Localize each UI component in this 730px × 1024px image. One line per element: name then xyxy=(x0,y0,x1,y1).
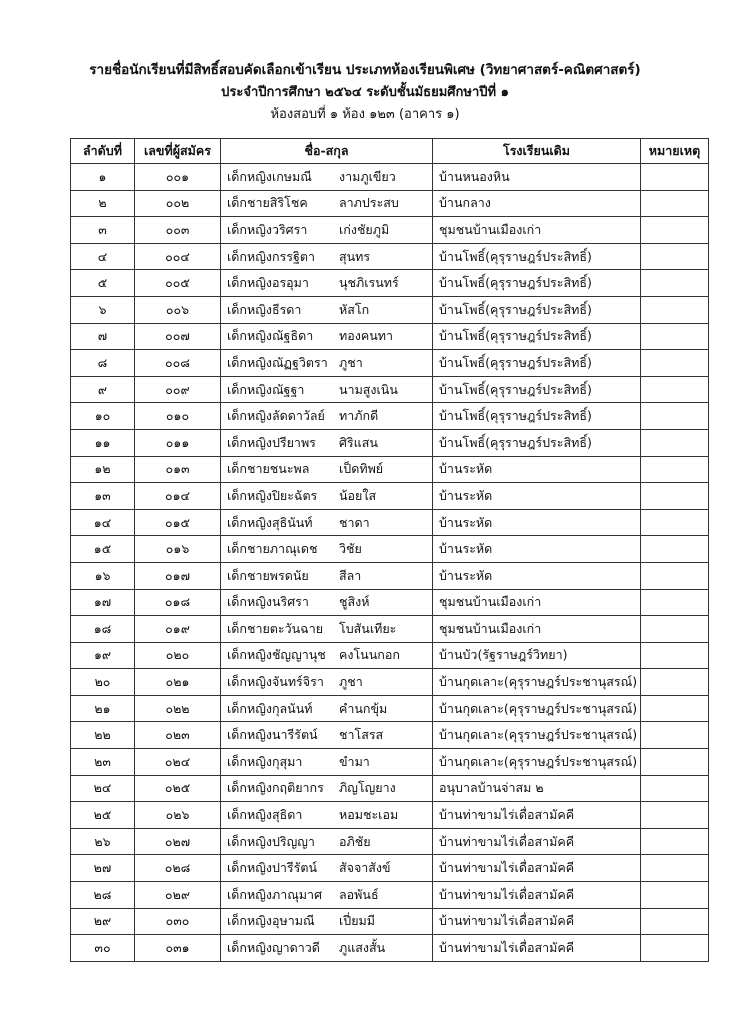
order-cell: ๒๒ xyxy=(71,722,135,749)
last-name: งามภูเขียว xyxy=(339,168,396,184)
first-name: เด็กหญิงวริศรา xyxy=(227,221,308,237)
order-cell: ๑๗ xyxy=(71,589,135,616)
table-row xyxy=(71,562,709,589)
previous-school-cell: บ้านบัว(รัฐราษฎร์วิทยา) xyxy=(433,642,641,669)
order-cell: ๑๔ xyxy=(71,509,135,536)
full-name-cell xyxy=(221,243,433,270)
applicant-no-cell: ๐๒๑ xyxy=(135,669,221,696)
table-row xyxy=(71,935,709,962)
last-name: ชูสิงห์ xyxy=(339,594,370,610)
header-applicant-no: เลขที่ผู้สมัคร xyxy=(135,139,221,164)
last-name: น้อยใส xyxy=(339,487,377,503)
last-name: สุนทร xyxy=(339,248,371,264)
full-name-cell xyxy=(221,669,433,696)
order-cell: ๖ xyxy=(71,296,135,323)
first-name: เด็กหญิงเกษมณี xyxy=(227,168,312,184)
order-cell: ๓๐ xyxy=(71,935,135,962)
table-row xyxy=(71,376,709,403)
remarks-cell xyxy=(641,908,709,935)
remarks-cell xyxy=(641,429,709,456)
remarks-cell xyxy=(641,775,709,802)
table-row xyxy=(71,855,709,882)
full-name-cell xyxy=(221,536,433,563)
previous-school-cell: บ้านกุดเลาะ(คุรุราษฎร์ประชานุสรณ์) xyxy=(433,669,641,696)
first-name: เด็กชายชนะพล xyxy=(227,461,310,477)
order-cell: ๑๖ xyxy=(71,562,135,589)
last-name: ศิริแสน xyxy=(339,434,378,450)
table-row xyxy=(71,350,709,377)
full-name-cell xyxy=(221,802,433,829)
first-name: เด็กหญิงกุสุมา xyxy=(227,753,303,769)
header-previous-school: โรงเรียนเดิม xyxy=(433,139,641,164)
applicant-no-cell: ๐๓๑ xyxy=(135,935,221,962)
first-name: เด็กหญิงปรียาพร xyxy=(227,434,316,450)
previous-school-cell: บ้านโพธิ์(คุรุราษฎร์ประสิทธิ์) xyxy=(433,270,641,297)
full-name-cell xyxy=(221,483,433,510)
document-subtitle: ประจำปีการศึกษา ๒๕๖๔ ระดับชั้นมัธยมศึกษาปีที่ ๑ xyxy=(221,85,509,100)
applicant-no-cell: ๐๐๓ xyxy=(135,217,221,244)
remarks-cell xyxy=(641,243,709,270)
first-name: เด็กหญิงอุษามณี xyxy=(227,913,315,929)
previous-school-cell: บ้านระหัด xyxy=(433,562,641,589)
full-name-cell xyxy=(221,775,433,802)
applicant-no-cell: ๐๐๔ xyxy=(135,243,221,270)
previous-school-cell: บ้านโพธิ์(คุรุราษฎร์ประสิทธิ์) xyxy=(433,403,641,430)
full-name-cell xyxy=(221,403,433,430)
header-order: ลำดับที่ xyxy=(71,139,135,164)
applicant-no-cell: ๐๐๕ xyxy=(135,270,221,297)
order-cell: ๒๔ xyxy=(71,775,135,802)
remarks-cell xyxy=(641,935,709,962)
first-name: เด็กหญิงลัดดาวัลย์ xyxy=(227,408,325,424)
previous-school-cell: บ้านโพธิ์(คุรุราษฎร์ประสิทธิ์) xyxy=(433,323,641,350)
full-name-cell xyxy=(221,616,433,643)
first-name: เด็กหญิงนารีรัตน์ xyxy=(227,727,318,743)
first-name: เด็กหญิงณัฐธิดา xyxy=(227,328,314,344)
remarks-cell xyxy=(641,536,709,563)
previous-school-cell: บ้านท่าขามไร่เดื่อสามัคคี xyxy=(433,935,641,962)
first-name: เด็กชายสิริโชค xyxy=(227,195,308,211)
table-row xyxy=(71,296,709,323)
order-cell: ๒๕ xyxy=(71,802,135,829)
order-cell: ๒๓ xyxy=(71,749,135,776)
previous-school-cell: บ้านโพธิ์(คุรุราษฎร์ประสิทธิ์) xyxy=(433,296,641,323)
full-name-cell xyxy=(221,456,433,483)
applicant-no-cell: ๐๐๑ xyxy=(135,164,221,191)
order-cell: ๘ xyxy=(71,350,135,377)
applicant-no-cell: ๐๒๘ xyxy=(135,855,221,882)
remarks-cell xyxy=(641,323,709,350)
applicant-no-cell: ๐๑๖ xyxy=(135,536,221,563)
first-name: เด็กหญิงสุธินันท์ xyxy=(227,514,313,530)
table-row xyxy=(71,616,709,643)
remarks-cell xyxy=(641,164,709,191)
order-cell: ๑๙ xyxy=(71,642,135,669)
remarks-cell xyxy=(641,483,709,510)
applicant-no-cell: ๐๒๗ xyxy=(135,828,221,855)
table-row xyxy=(71,669,709,696)
document-header xyxy=(0,58,730,126)
last-name: อภิชัย xyxy=(339,833,371,849)
last-name: วิชัย xyxy=(339,541,362,557)
applicant-no-cell: ๐๑๘ xyxy=(135,589,221,616)
previous-school-cell: ชุมชนบ้านเมืองเก่า xyxy=(433,616,641,643)
table-row xyxy=(71,509,709,536)
previous-school-cell: บ้านระหัด xyxy=(433,483,641,510)
order-cell: ๒๗ xyxy=(71,855,135,882)
applicant-no-cell: ๐๑๗ xyxy=(135,562,221,589)
last-name: นามสูงเนิน xyxy=(339,381,398,397)
table-row xyxy=(71,589,709,616)
order-cell: ๑๓ xyxy=(71,483,135,510)
applicant-no-cell: ๐๑๙ xyxy=(135,616,221,643)
full-name-cell xyxy=(221,323,433,350)
order-cell: ๑๕ xyxy=(71,536,135,563)
applicant-no-cell: ๐๒๒ xyxy=(135,695,221,722)
last-name: ภิญโญยาง xyxy=(339,780,396,796)
remarks-cell xyxy=(641,882,709,909)
applicant-no-cell: ๐๒๖ xyxy=(135,802,221,829)
applicant-no-cell: ๐๒๕ xyxy=(135,775,221,802)
table-row xyxy=(71,695,709,722)
order-cell: ๗ xyxy=(71,323,135,350)
full-name-cell xyxy=(221,908,433,935)
first-name: เด็กหญิงปิยะฉัตร xyxy=(227,487,318,503)
last-name: ภูชา xyxy=(339,354,363,370)
table-row xyxy=(71,749,709,776)
full-name-cell xyxy=(221,270,433,297)
last-name: หอมชะเอม xyxy=(339,807,399,823)
table-row xyxy=(71,642,709,669)
remarks-cell xyxy=(641,669,709,696)
full-name-cell xyxy=(221,935,433,962)
first-name: เด็กหญิงปารีรัตน์ xyxy=(227,860,317,876)
previous-school-cell: บ้านระหัด xyxy=(433,536,641,563)
last-name: คงโนนกอก xyxy=(339,647,400,663)
table-row xyxy=(71,802,709,829)
previous-school-cell: บ้านท่าขามไร่เดื่อสามัคคี xyxy=(433,882,641,909)
full-name-cell xyxy=(221,509,433,536)
applicant-no-cell: ๐๓๐ xyxy=(135,908,221,935)
table-row xyxy=(71,908,709,935)
remarks-cell xyxy=(641,722,709,749)
previous-school-cell: บ้านโพธิ์(คุรุราษฎร์ประสิทธิ์) xyxy=(433,429,641,456)
previous-school-cell: อนุบาลบ้านจ่าสม ๒ xyxy=(433,775,641,802)
applicant-no-cell: ๐๒๓ xyxy=(135,722,221,749)
remarks-cell xyxy=(641,855,709,882)
applicant-no-cell: ๐๑๕ xyxy=(135,509,221,536)
previous-school-cell: บ้านโพธิ์(คุรุราษฎร์ประสิทธิ์) xyxy=(433,376,641,403)
order-cell: ๑๐ xyxy=(71,403,135,430)
last-name: ทาภักดี xyxy=(339,408,379,424)
previous-school-cell: บ้านหนองหิน xyxy=(433,164,641,191)
applicant-no-cell: ๐๑๔ xyxy=(135,483,221,510)
remarks-cell xyxy=(641,217,709,244)
remarks-cell xyxy=(641,695,709,722)
last-name: ขำมา xyxy=(339,753,370,769)
full-name-cell xyxy=(221,749,433,776)
first-name: เด็กหญิงภาณุมาศ xyxy=(227,886,323,902)
table-row xyxy=(71,483,709,510)
applicant-no-cell: ๐๐๖ xyxy=(135,296,221,323)
full-name-cell xyxy=(221,722,433,749)
applicant-no-cell: ๐๑๐ xyxy=(135,403,221,430)
previous-school-cell: บ้านท่าขามไร่เดื่อสามัคคี xyxy=(433,908,641,935)
last-name: เป็ดทิพย์ xyxy=(339,461,384,477)
order-cell: ๔ xyxy=(71,243,135,270)
last-name: ชาดา xyxy=(339,514,370,530)
previous-school-cell: บ้านโพธิ์(คุรุราษฎร์ประสิทธิ์) xyxy=(433,243,641,270)
order-cell: ๒๖ xyxy=(71,828,135,855)
remarks-cell xyxy=(641,509,709,536)
last-name: โบสันเทียะ xyxy=(339,620,397,636)
header-remarks: หมายเหตุ xyxy=(641,139,709,164)
remarks-cell xyxy=(641,296,709,323)
first-name: เด็กชายพรดนัย xyxy=(227,567,309,583)
previous-school-cell: ชุมชนบ้านเมืองเก่า xyxy=(433,589,641,616)
applicant-no-cell: ๐๑๓ xyxy=(135,456,221,483)
full-name-cell xyxy=(221,164,433,191)
applicant-no-cell: ๐๑๑ xyxy=(135,429,221,456)
student-roster-table xyxy=(70,138,709,962)
full-name-cell xyxy=(221,695,433,722)
first-name: เด็กชายตะวันฉาย xyxy=(227,620,324,636)
table-header-row xyxy=(71,139,709,164)
table-row xyxy=(71,164,709,191)
previous-school-cell: บ้านกุดเลาะ(คุรุราษฎร์ประชานุสรณ์) xyxy=(433,749,641,776)
last-name: ทองคนทา xyxy=(339,328,394,344)
applicant-no-cell: ๐๐๗ xyxy=(135,323,221,350)
applicant-no-cell: ๐๒๙ xyxy=(135,882,221,909)
order-cell: ๑๑ xyxy=(71,429,135,456)
remarks-cell xyxy=(641,190,709,217)
previous-school-cell: บ้านท่าขามไร่เดื่อสามัคคี xyxy=(433,828,641,855)
first-name: เด็กหญิงจันทร์จิรา xyxy=(227,674,324,690)
full-name-cell xyxy=(221,855,433,882)
first-name: เด็กหญิงปริญญา xyxy=(227,833,315,849)
order-cell: ๒๙ xyxy=(71,908,135,935)
remarks-cell xyxy=(641,828,709,855)
full-name-cell xyxy=(221,296,433,323)
previous-school-cell: บ้านกลาง xyxy=(433,190,641,217)
full-name-cell xyxy=(221,828,433,855)
applicant-no-cell: ๐๐๘ xyxy=(135,350,221,377)
applicant-no-cell: ๐๐๙ xyxy=(135,376,221,403)
remarks-cell xyxy=(641,350,709,377)
previous-school-cell: บ้านโพธิ์(คุรุราษฎร์ประสิทธิ์) xyxy=(433,350,641,377)
table-body xyxy=(71,164,709,962)
full-name-cell xyxy=(221,562,433,589)
last-name: ภูแสงสั้น xyxy=(339,940,386,956)
full-name-cell xyxy=(221,882,433,909)
applicant-no-cell: ๐๒๐ xyxy=(135,642,221,669)
last-name: เก่งชัยภูมิ xyxy=(339,221,390,237)
previous-school-cell: บ้านระหัด xyxy=(433,456,641,483)
last-name: นุชภิเรนทร์ xyxy=(339,275,399,291)
order-cell: ๑๘ xyxy=(71,616,135,643)
order-cell: ๑ xyxy=(71,164,135,191)
previous-school-cell: บ้านท่าขามไร่เดื่อสามัคคี xyxy=(433,802,641,829)
last-name: สัจจาสังข์ xyxy=(339,860,391,876)
previous-school-cell: บ้านระหัด xyxy=(433,509,641,536)
first-name: เด็กหญิงญาดาวดี xyxy=(227,940,320,956)
full-name-cell xyxy=(221,642,433,669)
table-row xyxy=(71,536,709,563)
first-name: เด็กหญิงอรอุมา xyxy=(227,275,309,291)
last-name: ลาภประสบ xyxy=(339,195,399,211)
table-row xyxy=(71,429,709,456)
applicant-no-cell: ๐๐๒ xyxy=(135,190,221,217)
table-row xyxy=(71,243,709,270)
remarks-cell xyxy=(641,403,709,430)
order-cell: ๒๘ xyxy=(71,882,135,909)
order-cell: ๙ xyxy=(71,376,135,403)
first-name: เด็กหญิงณัฏฐวิตรา xyxy=(227,354,328,370)
remarks-cell xyxy=(641,562,709,589)
table-row xyxy=(71,775,709,802)
table-row xyxy=(71,403,709,430)
table-row xyxy=(71,190,709,217)
remarks-cell xyxy=(641,456,709,483)
order-cell: ๒ xyxy=(71,190,135,217)
previous-school-cell: บ้านกุดเลาะ(คุรุราษฎร์ประชานุสรณ์) xyxy=(433,722,641,749)
remarks-cell xyxy=(641,802,709,829)
order-cell: ๒๐ xyxy=(71,669,135,696)
document-title: รายชื่อนักเรียนที่มีสิทธิ์สอบคัดเลือกเข้าเรียน ประเภทห้องเรียนพิเศษ (วิทยาศาสตร์-คณิตศาสตร์) xyxy=(89,62,641,78)
remarks-cell xyxy=(641,749,709,776)
last-name: สีลา xyxy=(339,567,362,583)
first-name: เด็กหญิงนริศรา xyxy=(227,594,309,610)
table-row xyxy=(71,828,709,855)
previous-school-cell: บ้านท่าขามไร่เดื่อสามัคคี xyxy=(433,855,641,882)
previous-school-cell: ชุมชนบ้านเมืองเก่า xyxy=(433,217,641,244)
applicant-no-cell: ๐๒๔ xyxy=(135,749,221,776)
table-row xyxy=(71,882,709,909)
remarks-cell xyxy=(641,642,709,669)
first-name: เด็กหญิงกรรฐิตา xyxy=(227,248,315,264)
first-name: เด็กหญิงสุธิดา xyxy=(227,807,303,823)
table-row xyxy=(71,217,709,244)
order-cell: ๕ xyxy=(71,270,135,297)
full-name-cell xyxy=(221,429,433,456)
first-name: เด็กหญิงกุลนันท์ xyxy=(227,700,313,716)
previous-school-cell: บ้านกุดเลาะ(คุรุราษฎร์ประชานุสรณ์) xyxy=(433,695,641,722)
table-row xyxy=(71,722,709,749)
last-name: ภูชา xyxy=(339,674,363,690)
remarks-cell xyxy=(641,270,709,297)
last-name: ชาโสรส xyxy=(339,727,384,743)
exam-room-line: ห้องสอบที่ ๑ ห้อง ๑๒๓ (อาคาร ๑) xyxy=(270,107,460,122)
order-cell: ๒๑ xyxy=(71,695,135,722)
remarks-cell xyxy=(641,376,709,403)
full-name-cell xyxy=(221,589,433,616)
first-name: เด็กหญิงชัญญานุช xyxy=(227,647,326,663)
order-cell: ๓ xyxy=(71,217,135,244)
last-name: คำนกขุ้ม xyxy=(339,700,388,716)
full-name-cell xyxy=(221,190,433,217)
full-name-cell xyxy=(221,350,433,377)
last-name: เปี่ยมมี xyxy=(339,913,376,929)
last-name: ลอพันธ์ xyxy=(339,886,379,902)
remarks-cell xyxy=(641,616,709,643)
order-cell: ๑๒ xyxy=(71,456,135,483)
full-name-cell xyxy=(221,376,433,403)
last-name: หัสโก xyxy=(339,301,370,317)
header-full-name: ชื่อ-สกุล xyxy=(221,139,433,164)
first-name: เด็กหญิงธีรดา xyxy=(227,301,302,317)
first-name: เด็กชายภาณุเดช xyxy=(227,541,318,557)
first-name: เด็กหญิงกฤติยากร xyxy=(227,780,324,796)
table-row xyxy=(71,323,709,350)
remarks-cell xyxy=(641,589,709,616)
table-row xyxy=(71,456,709,483)
table-row xyxy=(71,270,709,297)
full-name-cell xyxy=(221,217,433,244)
first-name: เด็กหญิงณัฐฐา xyxy=(227,381,305,397)
